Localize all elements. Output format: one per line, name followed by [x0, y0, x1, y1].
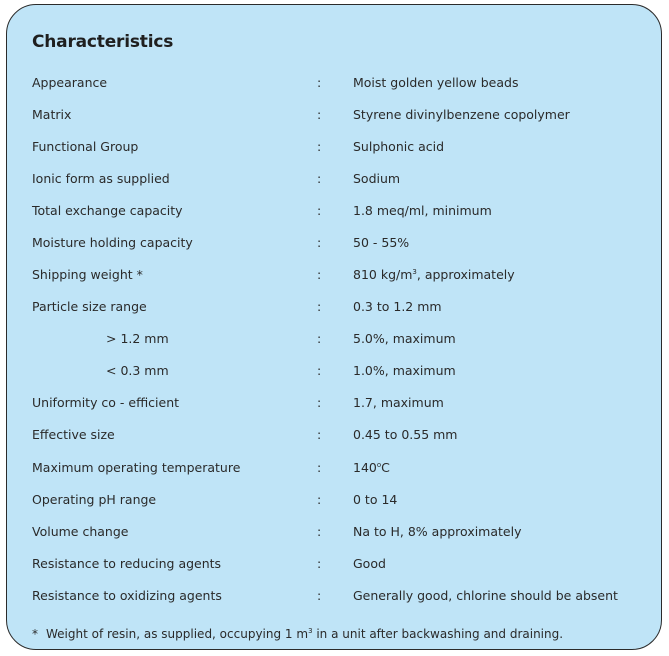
row-value: Generally good, chlorine should be absent [353, 588, 618, 603]
row-colon: : [317, 460, 322, 475]
footnote-text: in a unit after backwashing and draining. [312, 627, 564, 641]
row-colon: : [317, 556, 322, 571]
row-ionic-form [32, 165, 657, 197]
row-label: Moisture holding capacity [32, 235, 193, 250]
row-resistance-oxidizing [32, 582, 657, 614]
row-colon: : [317, 267, 322, 282]
degree-superscript: o [376, 461, 382, 469]
row-value: 1.0%, maximum [353, 363, 456, 378]
row-label: > 1.2 mm [106, 331, 169, 346]
row-colon: : [317, 427, 322, 442]
characteristics-table [32, 69, 657, 614]
row-colon: : [317, 363, 322, 378]
row-value: Good [353, 556, 386, 571]
row-label: Particle size range [32, 299, 147, 314]
value-text: C [381, 460, 390, 475]
row-label: Volume change [32, 524, 129, 539]
value-text: 810 kg/m [353, 267, 413, 282]
row-colon: : [317, 395, 322, 410]
row-particle-size-range [32, 293, 657, 325]
row-label: Operating pH range [32, 492, 157, 507]
superscript: 3 [412, 268, 417, 276]
row-label: Resistance to reducing agents [32, 556, 222, 571]
footnote-text: Weight of resin, as supplied, occupying 1 m [46, 627, 309, 641]
row-label: Shipping weight * [32, 267, 143, 282]
row-volume-change [32, 518, 657, 550]
row-shipping-weight [32, 261, 657, 293]
superscript: 3 [308, 627, 313, 635]
characteristics-panel [6, 4, 662, 650]
row-effective-size [32, 421, 657, 454]
row-value: Styrene divinylbenzene copolymer [353, 107, 570, 122]
row-value [353, 454, 390, 482]
row-colon: : [317, 588, 322, 603]
row-value: Sulphonic acid [353, 139, 445, 154]
row-value: 50 - 55% [353, 235, 410, 250]
row-total-exchange-capacity [32, 197, 657, 229]
row-label: Total exchange capacity [32, 203, 183, 218]
row-operating-ph-range [32, 486, 657, 518]
row-label: Ionic form as supplied [32, 171, 170, 186]
value-text: , approximately [416, 267, 515, 282]
row-value: 1.7, maximum [353, 395, 444, 410]
row-appearance [32, 69, 657, 101]
row-colon: : [317, 107, 322, 122]
row-value: Sodium [353, 171, 401, 186]
row-value: Moist golden yellow beads [353, 75, 519, 90]
footnote [32, 627, 563, 641]
row-particle-size-under [32, 357, 657, 389]
row-label: < 0.3 mm [106, 363, 169, 378]
row-value: 5.0%, maximum [353, 331, 456, 346]
row-colon: : [317, 235, 322, 250]
row-value: 0.3 to 1.2 mm [353, 299, 442, 314]
value-text: 140 [353, 460, 377, 475]
row-colon: : [317, 75, 322, 90]
row-colon: : [317, 171, 322, 186]
row-value: Na to H, 8% approximately [353, 524, 522, 539]
row-label: Functional Group [32, 139, 139, 154]
row-colon: : [317, 203, 322, 218]
row-label: Maximum operating temperature [32, 460, 241, 475]
row-resistance-reducing [32, 550, 657, 582]
row-max-operating-temperature [32, 454, 657, 486]
row-value: 0.45 to 0.55 mm [353, 427, 458, 442]
row-value: 1.8 meq/ml, minimum [353, 203, 492, 218]
row-matrix [32, 101, 657, 133]
row-colon: : [317, 299, 322, 314]
row-value: 0 to 14 [353, 492, 398, 507]
footnote-star: * [32, 627, 38, 641]
row-label: Uniformity co - efficient [32, 395, 180, 410]
row-particle-size-over [32, 325, 657, 357]
row-label: Matrix [32, 107, 72, 122]
row-value [353, 261, 515, 289]
row-colon: : [317, 331, 322, 346]
row-label: Effective size [32, 427, 115, 442]
row-label: Resistance to oxidizing agents [32, 588, 222, 603]
row-moisture-holding-capacity [32, 229, 657, 261]
row-functional-group [32, 133, 657, 165]
row-colon: : [317, 492, 322, 507]
row-colon: : [317, 139, 322, 154]
row-colon: : [317, 524, 322, 539]
row-uniformity-coefficient [32, 389, 657, 421]
row-label: Appearance [32, 75, 108, 90]
panel-title: Characteristics [32, 32, 174, 52]
